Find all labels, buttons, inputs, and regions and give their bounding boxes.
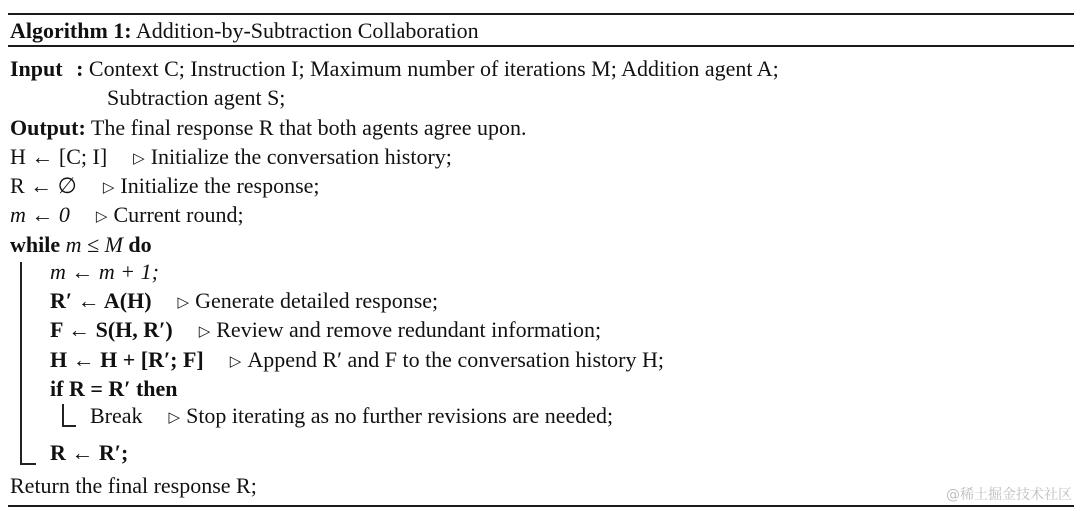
init-history: [10, 142, 452, 174]
loop-step-increment: [50, 257, 159, 286]
loop-bracket-end: [20, 463, 36, 465]
comment-triangle-icon: ▷: [229, 352, 242, 370]
loop-final-assign: [50, 438, 128, 467]
output-label: Output:: [10, 115, 86, 140]
loop-generate-code: R′ ← A(H): [50, 288, 152, 313]
title-rule: [8, 45, 1074, 47]
loop-review-code: F ← S(H, R′): [50, 317, 173, 342]
input-label: Input: [10, 56, 63, 81]
return-line: [10, 471, 257, 500]
init-history-code: H ← [C; I]: [10, 144, 108, 169]
break-keyword: Break: [90, 403, 143, 428]
bottom-rule: [8, 505, 1074, 507]
if-bracket: [62, 404, 64, 426]
loop-generate-comment: Generate detailed response;: [195, 288, 439, 313]
output-line: [10, 113, 527, 142]
if-line: [50, 374, 178, 403]
output-text: The final response R that both agents agree upon.: [90, 115, 527, 140]
init-round-comment: Current round;: [113, 202, 244, 227]
loop-step-review: [50, 315, 601, 347]
loop-bracket: [20, 262, 22, 464]
return-text: Return the final response R;: [10, 473, 257, 498]
comment-triangle-icon: ▷: [177, 293, 190, 311]
algorithm-number: Algorithm 1:: [10, 18, 132, 43]
algorithm-name: Addition-by-Subtraction Collaboration: [135, 18, 479, 43]
do-keyword: do: [128, 232, 152, 257]
if-condition: R = R′: [68, 376, 131, 401]
comment-triangle-icon: ▷: [95, 207, 108, 225]
break-line: [90, 401, 613, 433]
top-rule: [8, 13, 1074, 15]
while-condition: m ≤ M: [65, 232, 123, 257]
comment-triangle-icon: ▷: [168, 408, 181, 426]
comment-triangle-icon: ▷: [198, 322, 211, 340]
init-response-code: R ← ∅: [10, 173, 77, 198]
loop-append-code: H ← H + [R′; F]: [50, 347, 204, 372]
input-colon: :: [76, 56, 84, 81]
while-line: [10, 230, 152, 259]
algorithm-title: [10, 16, 479, 45]
comment-triangle-icon: ▷: [133, 149, 145, 167]
init-round: [10, 200, 244, 232]
input-line-2: [107, 83, 285, 112]
input-text-2: Subtraction agent S;: [107, 85, 286, 110]
init-response-comment: Initialize the response;: [120, 173, 320, 198]
if-keyword: if: [50, 376, 64, 401]
loop-step-generate: [50, 286, 438, 318]
input-line-1: [10, 54, 779, 83]
watermark: @稀土掘金技术社区: [946, 487, 1072, 503]
while-keyword: while: [10, 232, 61, 257]
loop-append-comment: Append R′ and F to the conversation history H;: [247, 347, 664, 372]
loop-increment-code: m ← m + 1;: [50, 259, 159, 284]
init-response: [10, 171, 320, 203]
final-assign-code: R ← R′;: [50, 440, 129, 465]
loop-step-append: [50, 345, 664, 377]
init-history-comment: Initialize the conversation history;: [150, 144, 452, 169]
comment-triangle-icon: ▷: [102, 178, 115, 196]
if-bracket-end: [62, 425, 76, 427]
break-comment: Stop iterating as no further revisions are needed;: [186, 403, 614, 428]
loop-review-comment: Review and remove redundant information;: [216, 317, 602, 342]
input-text-1: Context C; Instruction I; Maximum number of iterations M; Addition agent A;: [88, 56, 779, 81]
then-keyword: then: [135, 376, 178, 401]
init-round-code: m ← 0: [10, 202, 70, 227]
